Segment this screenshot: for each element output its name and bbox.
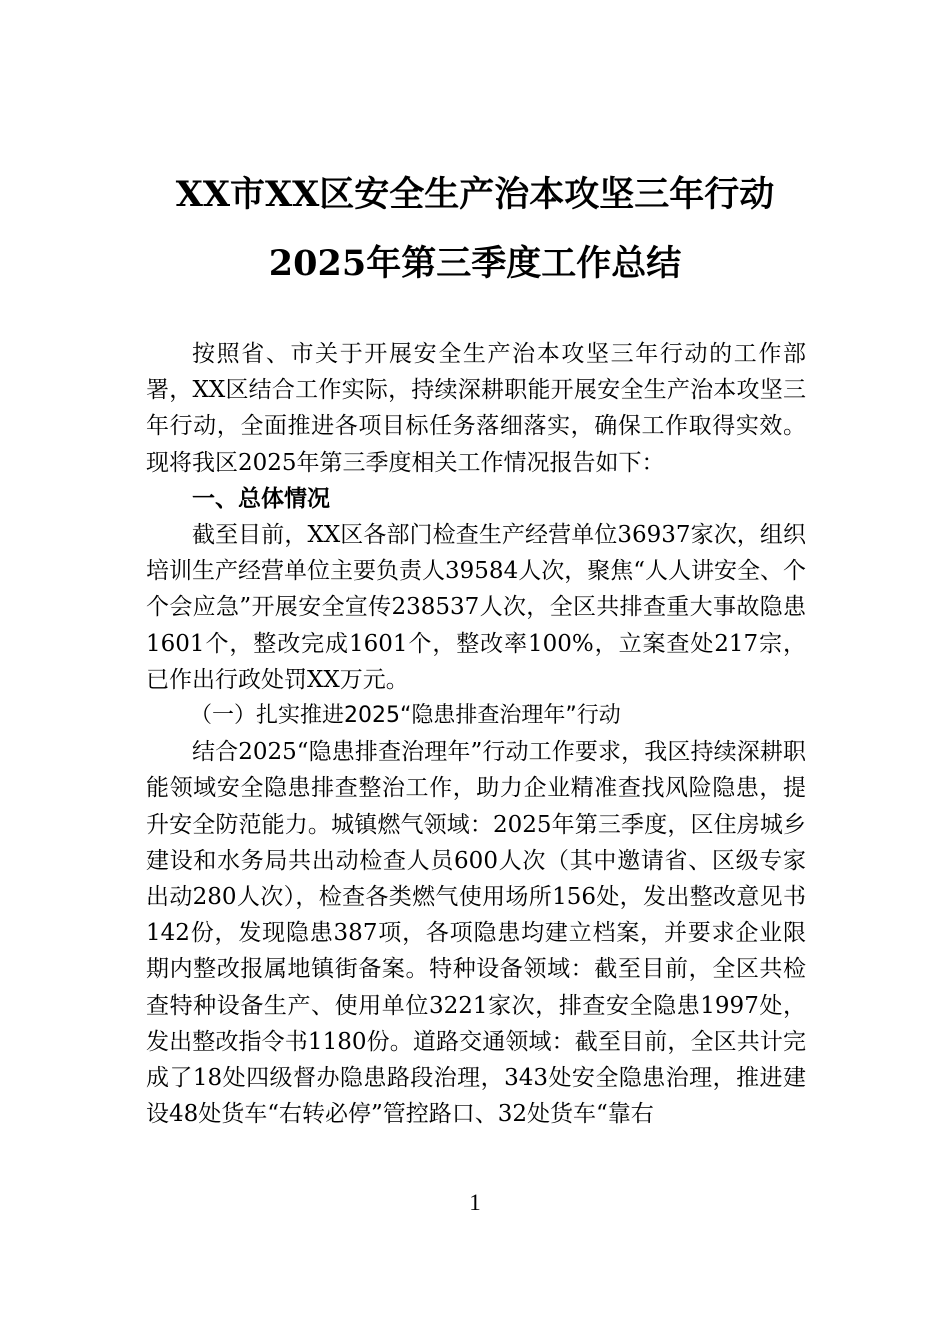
page-number: 1 [469,1190,481,1215]
subsection-heading-hazard-year: （一）扎实推进2025“隐患排查治理年”行动 [190,703,621,729]
intro-paragraph: 按照省、市关于开展安全生产治本攻坚三年行动的工作部署，XX区结合工作实际，持续深耕职能开展安全生产治本攻坚三年行动，全面推进各项目标任务落细落实，确保工作取得实效。现将我区2025年第三季度相关工作情况报告如下： [146,341,806,476]
document-title-line-2: 2025年第三季度工作总结 [268,243,682,284]
document-body [146,336,806,1132]
section-heading-overview: 一、总体情况 [192,485,330,512]
overview-paragraph: 截至目前，XX区各部门检查生产经营单位36937家次，组织培训生产经营单位主要负责人39584人次，聚焦“人人讲安全、个个会应急”开展安全宣传238537人次，全区共排查重大事故隐患1601个，整改完成1601个，整改率100%，立案查处217宗，已作出行政处罚XX万元。 [146,522,806,693]
document-title-line-1: XX市XX区安全生产治本攻坚三年行动 [175,174,775,215]
hazard-year-paragraph: 结合2025“隐患排查治理年”行动工作要求，我区持续深耕职能领域安全隐患排查整治工作，助力企业精准查找风险隐患，提升安全防范能力。城镇燃气领域：2025年第三季度，区住房城乡建设和水务局共出动检查人员600人次（其中邀请省、区级专家出动280人次），检查各类燃气使用场所156处，发出整改意见书142份，发现隐患387项，各项隐患均建立档案，并要求企业限期内整改报属地镇街备案。特种设备领域：截至目前，全区共检查特种设备生产、使用单位3221家次，排查安全隐患1997处，发出整改指令书1180份。道路交通领域：截至目前，全区共计完成了18处四级督办隐患路段治理，343处安全隐患治理，推进建设48处货车“右转必停”管控路口、32处货车“靠右 [146,739,806,1128]
